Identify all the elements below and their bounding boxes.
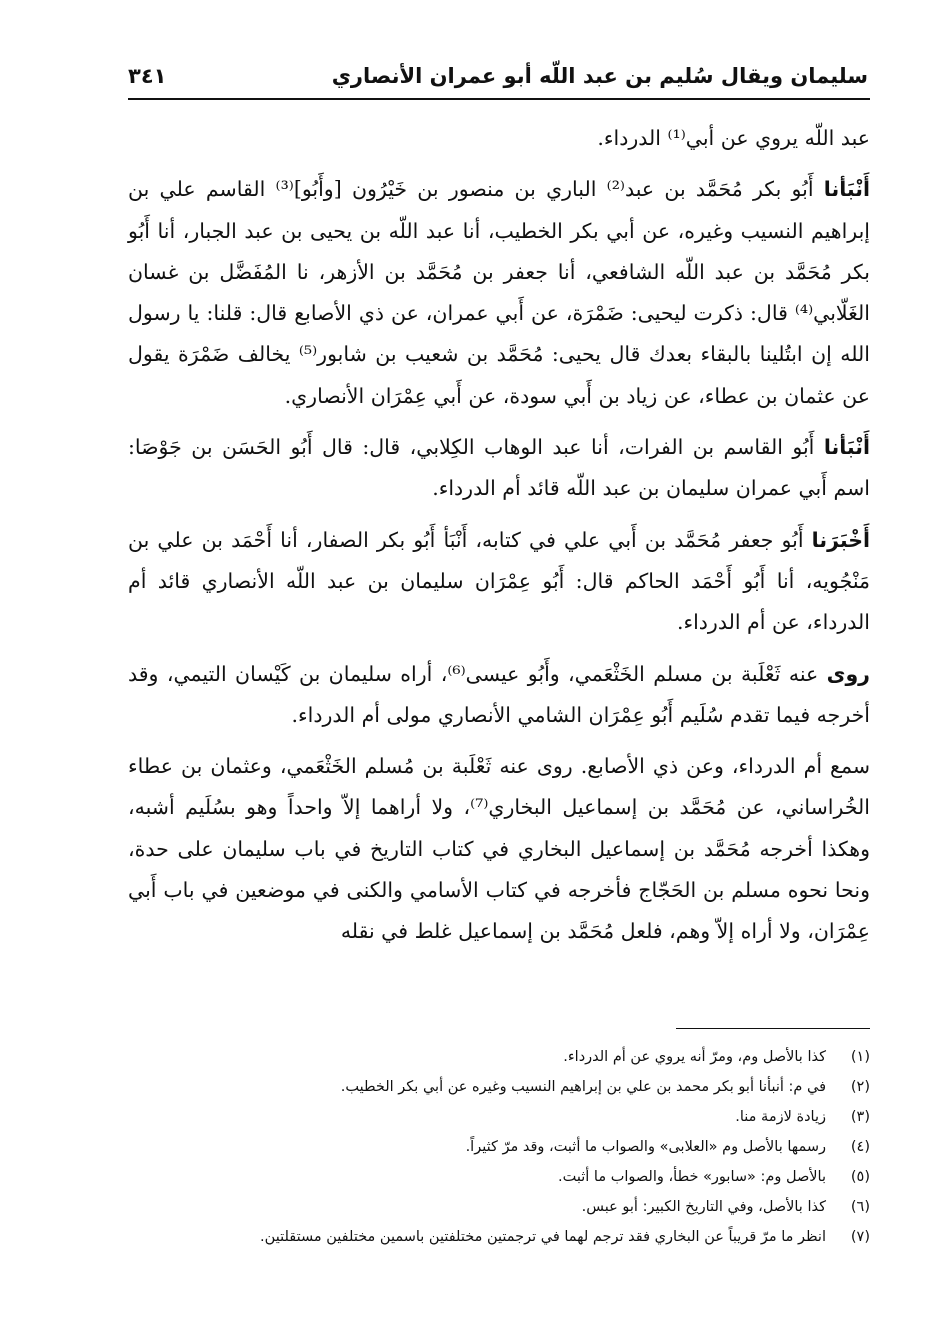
paragraph: أَنْبَأنا أَبُو بكر مُحَمَّد بن عبد⁽²⁾ الباري بن منصور بن خَيْرُون [وأَبُو]⁽³⁾ القاسم علي بن إبراهيم النسيب وغيره، عن أبي بكر الخطيب، أنا عبد اللّه بن يحيى بن عبد الجبار، أنا أَبُو بكر مُحَمَّد بن عبد اللّه الشافعي، أنا جعفر بن مُحَمَّد بن الأزهر، نا المُفَضَّل بن غسان الغَلّابي⁽⁴⁾ قال: ذكرت ليحيى: ضَمْرَة، عن أَبي عمران، عن ذي الأصابع قال: قلنا: يا رسول الله إن ابتُلينا بالبقاء بعدك قال يحيى: مُحَمَّد بن شعيب بن شابور⁽⁵⁾ يخالف ضَمْرَة يقول عن عثمان بن عطاء، عن زياد بن أَبي سودة، عن أَبي عِمْرَان الأنصاري. [128,177,871,408]
footnote: (٣) زيادة لازمة منا. [735,1109,870,1125]
footnotes [128,1042,870,1252]
footnote: (٥) بالأصل وم: «سابور» خطأ، والصواب ما أثبت. [558,1169,870,1185]
main-text [128,118,870,963]
footnote: (٧) انظر ما مرّ قريباً عن البخاري فقد ترجم لهما في ترجمتين مختلفتين باسمين مختلفين مستقلتين. [260,1229,870,1245]
page-number: ٣٤١ [128,64,167,88]
footnote: (١) كذا بالأصل وم، ومرّ أنه يروي عن أم الدرداء. [563,1049,870,1065]
paragraph: أَنْبَأنا أَبُو القاسم بن الفرات، أنا عبد الوهاب الكِلابي، قال: قال أَبُو الحَسَن بن جَوْصَا: اسم أَبي عمران سليمان بن عبد اللّه قائد أم الدرداء. [128,435,870,501]
running-header [128,58,868,94]
header-title: سليمان ويقال سُليم بن عبد اللّه أبو عمران الأنصاري [331,64,868,88]
paragraph: سمع أم الدرداء، وعن ذي الأصابع. روى عنه ثَعْلَبة بن مُسلم الخَثْعَمي، وعثمان بن عطاء الخُراساني، عن مُحَمَّد بن إسماعيل البخاري⁽⁷⁾، ولا أراهما إلاّ واحداً وهو بسُلَيم أشبه، وهكذا أخرجه مُحَمَّد بن إسماعيل البخاري في كتاب التاريخ في باب سليمان على حدة، ونحا نحوه مسلم بن الحَجّاج فأخرجه في كتاب الأسامي والكنى في موضعين في باب أَبي عِمْرَان، ولا أراه إلاّ وهم، فلعل مُحَمَّد بن إسماعيل غلط في نقله [128,754,870,944]
footnote: (٢) في م: أنبأنا أبو بكر محمد بن علي بن إبراهيم النسيب وغيره عن أبي بكر الخطيب. [340,1079,870,1095]
header-divider [128,98,870,100]
footnote-separator [676,1028,870,1029]
footnote: (٦) كذا بالأصل، وفي التاريخ الكبير: أبو عبس. [581,1199,870,1215]
paragraph: روى عنه ثَعْلَبة بن مسلم الخَثْعَمي، وأَبُو عيسى⁽⁶⁾، أراه سليمان بن كَيْسان التيمي، وقد أخرجه فيما تقدم سُلَيم أَبُو عِمْرَان الشامي الأنصاري مولى أم الدرداء. [128,661,870,727]
paragraph: أَخْبَرَنا أَبُو جعفر مُحَمَّد بن أَبي علي في كتابه، أَنْبَأ أَبُو بكر الصفار، أنا أَحْمَد بن علي بن مَنْجُويه، أنا أَبُو أَحْمَد الحاكم قال: أَبُو عِمْرَان سليمان بن عبد اللّه الأنصاري قائد أم الدرداء، عن أم الدرداء. [128,527,870,635]
footnote: (٤) رسمها بالأصل وم «العلابى» والصواب ما أثبت، وقد مرّ كثيراً. [465,1139,870,1155]
paragraph: عبد اللّه يروي عن أبي⁽¹⁾ الدرداء. [597,126,870,150]
